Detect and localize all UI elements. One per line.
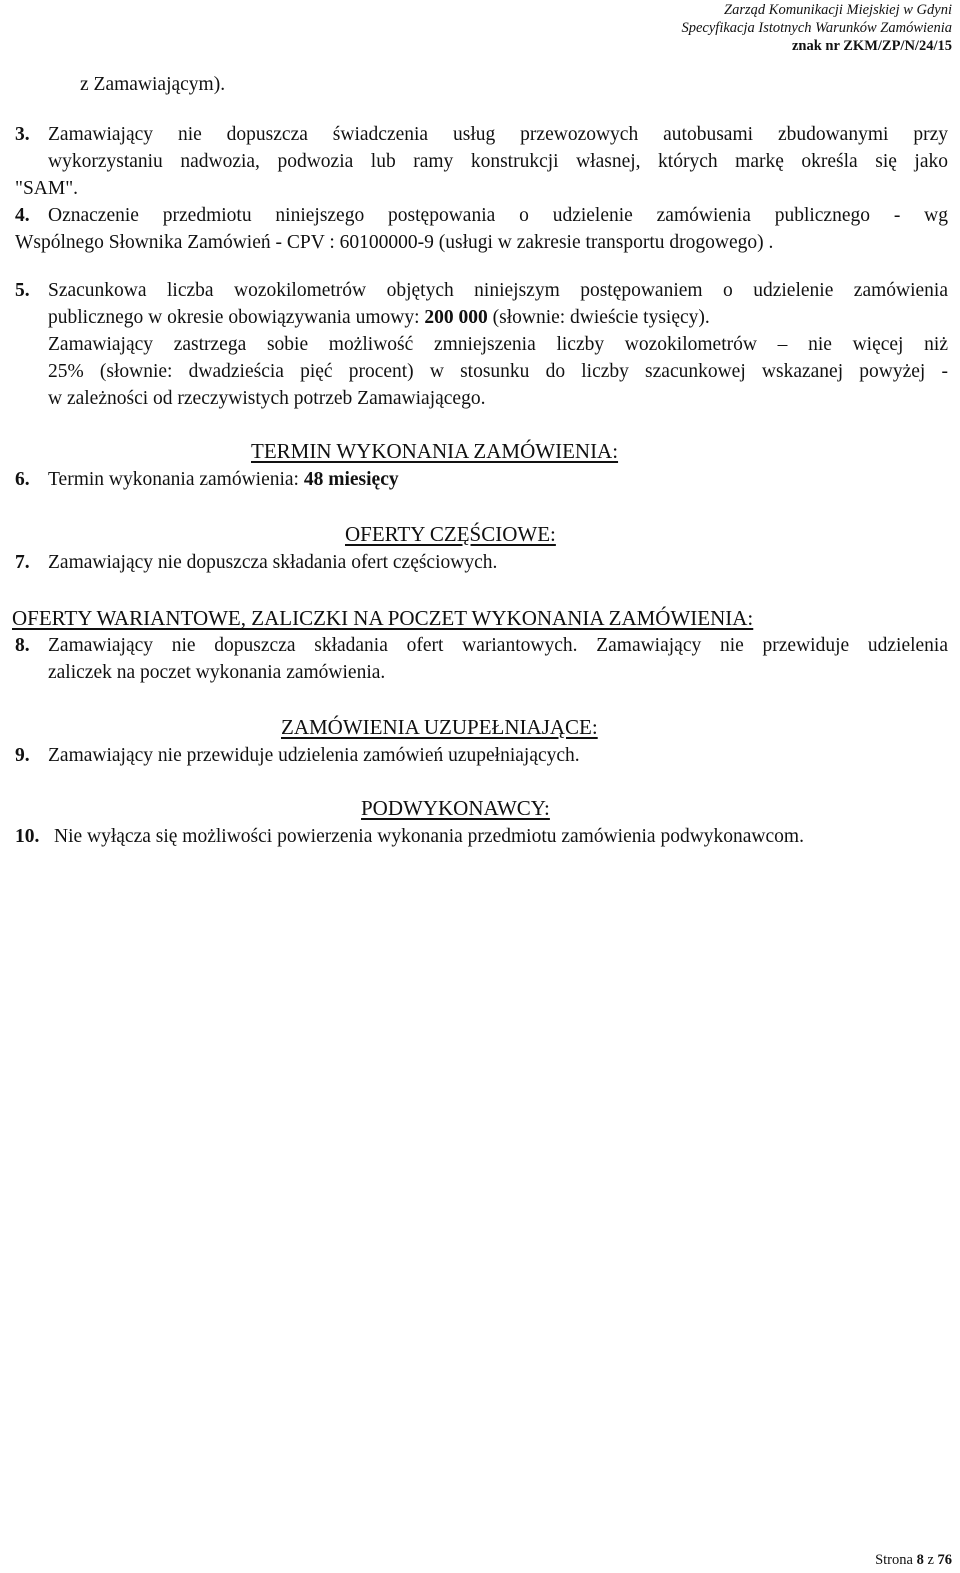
section-item-7 xyxy=(15,549,948,576)
item-9-line-1: Zamawiający nie przewiduje udzielenia zamówień uzupełniających. xyxy=(48,745,580,766)
item-number: 4. xyxy=(15,205,30,226)
termin-value: 48 miesięcy xyxy=(303,469,399,490)
item-5-line-5: w zależności od rzeczywistych potrzeb Zamawiającego. xyxy=(48,388,486,409)
item-7-line-1: Zamawiający nie dopuszcza składania ofert częściowych. xyxy=(48,552,498,573)
item-5-line-4: 25% (słownie: dwadzieścia pięć procent) w stosunku do liczby szacunkowej wskazanej powyżej - xyxy=(48,361,948,382)
footer-total-pages: 76 xyxy=(937,1552,952,1568)
item-3-line-2: wykorzystaniu nadwozia, podwozia lub ramy konstrukcji własnej, których markę określa się jako xyxy=(48,151,948,172)
section-item-3 xyxy=(15,121,948,202)
item-number: 5. xyxy=(15,280,30,301)
heading-zamowienia-uzupelniajace: ZAMÓWIENIA UZUPEŁNIAJĄCE: xyxy=(281,715,598,739)
footer-page-number: 8 xyxy=(916,1552,924,1568)
section-item-6 xyxy=(15,466,948,493)
item-6-line-1: Termin wykonania zamówienia: 48 miesięcy xyxy=(48,469,399,490)
section-item-4 xyxy=(15,202,948,256)
header-specification: Specyfikacja Istotnych Warunków Zamówienia xyxy=(681,20,952,36)
item-8-line-2: zaliczek na poczet wykonania zamówienia. xyxy=(48,662,386,683)
item-4-line-1: Oznaczenie przedmiotu niniejszego postępowania o udzielenie zamówienia publicznego - wg xyxy=(48,205,948,226)
item-4-line-2: Wspólnego Słownika Zamówień - CPV : 60100000-9 (usługi w zakresie transportu drogowego) . xyxy=(15,232,774,253)
footer-of: z xyxy=(927,1552,934,1568)
section-item-5 xyxy=(15,277,948,412)
heading-oferty-wariantowe: OFERTY WARIANTOWE, ZALICZKI NA POCZET WYKONANIA ZAMÓWIENIA: xyxy=(12,606,754,630)
continuation-text: z Zamawiającym). xyxy=(80,74,226,95)
section-item-9 xyxy=(15,742,948,769)
section-item-8 xyxy=(15,632,948,686)
item-5-line-3: Zamawiający zastrzega sobie możliwość zmniejszenia liczby wozokilometrów – nie więcej niż xyxy=(48,334,948,355)
footer-label: Strona xyxy=(875,1552,913,1568)
heading-oferty-czesciowe: OFERTY CZĘŚCIOWE: xyxy=(345,522,556,546)
heading-termin-wykonania: TERMIN WYKONANIA ZAMÓWIENIA: xyxy=(251,439,619,463)
item-number: 6. xyxy=(15,469,30,490)
item-5-line-1: Szacunkowa liczba wozokilometrów objętych niniejszym postępowaniem o udzielenie zamówienia xyxy=(48,280,948,301)
wozokilometry-value: 200 000 xyxy=(424,307,488,328)
document-header xyxy=(682,1,953,55)
item-8-line-1: Zamawiający nie dopuszcza składania ofert wariantowych. Zamawiający nie przewiduje udzielenia xyxy=(48,635,948,656)
item-number: 8. xyxy=(15,635,30,656)
item-10-line-1: Nie wyłącza się możliwości powierzenia wykonania przedmiotu zamówienia podwykonawcom. xyxy=(54,826,804,847)
heading-podwykonawcy: PODWYKONAWCY: xyxy=(361,796,550,820)
item-3-line-1: Zamawiający nie dopuszcza świadczenia usług przewozowych autobusami zbudowanymi przy xyxy=(48,124,948,145)
section-item-10 xyxy=(15,823,948,850)
item-3-line-3: "SAM". xyxy=(15,178,79,199)
header-organization: Zarząd Komunikacji Miejskiej w Gdyni xyxy=(724,2,952,18)
item-5-line-2: publicznego w okresie obowiązywania umowy: 200 000 (słownie: dwieście tysięcy). xyxy=(48,307,710,328)
item-number: 9. xyxy=(15,745,30,766)
item-number: 10. xyxy=(15,826,40,847)
header-reference-number: znak nr ZKM/ZP/N/24/15 xyxy=(791,38,952,54)
item-number: 7. xyxy=(15,552,30,573)
page-footer xyxy=(875,1552,952,1569)
item-number: 3. xyxy=(15,124,30,145)
